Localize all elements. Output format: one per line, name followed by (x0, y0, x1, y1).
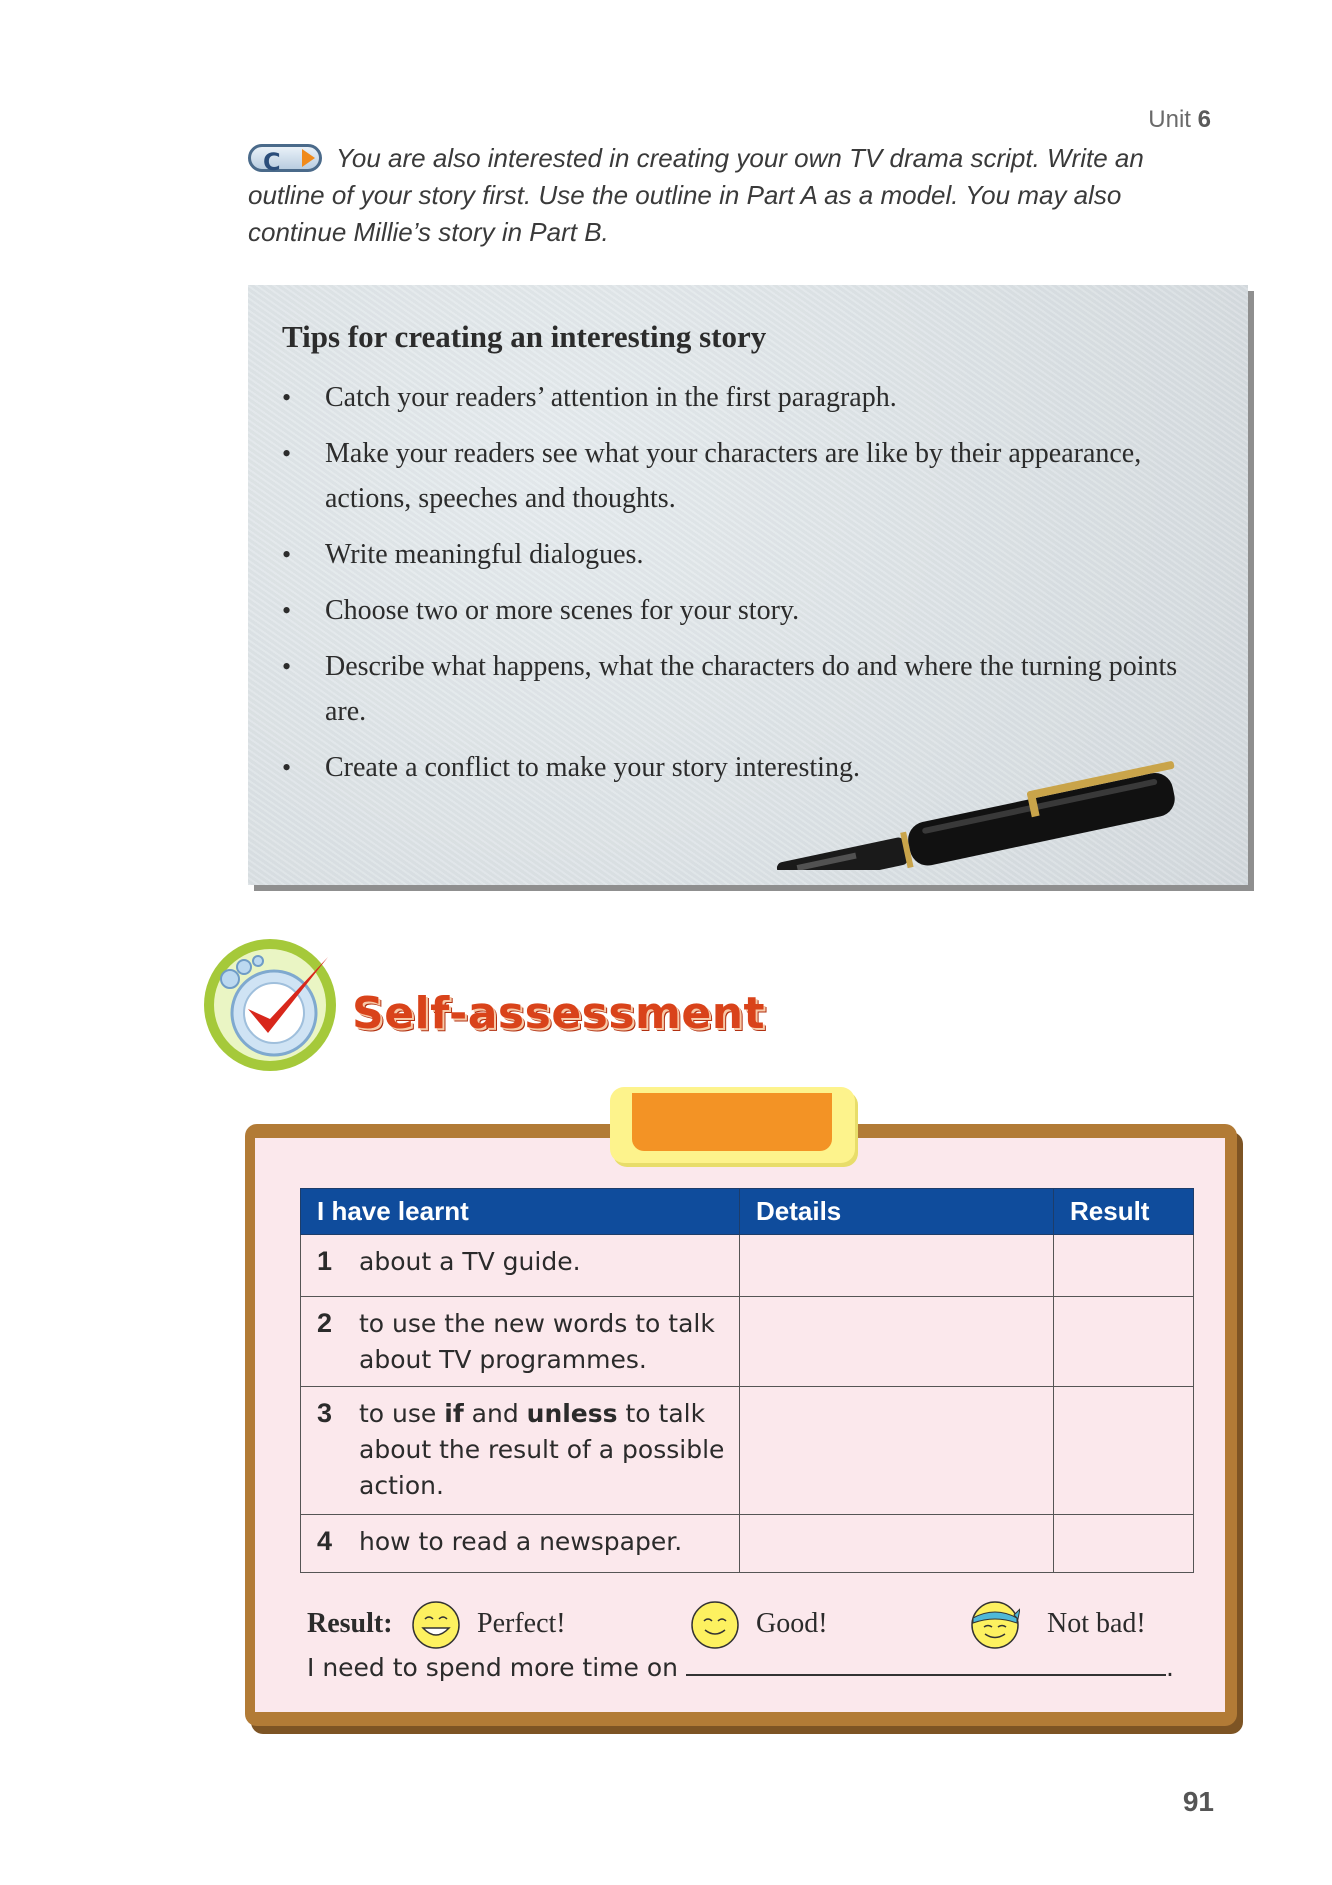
unit-label-text: Unit (1148, 106, 1191, 133)
bullet-icon: • (282, 652, 292, 681)
tip-text: Catch your readers’ attention in the first paragraph. (325, 382, 897, 413)
result-cell[interactable] (1054, 1515, 1194, 1573)
unit-label (1148, 106, 1211, 134)
row-text (345, 1387, 739, 1512)
details-cell[interactable] (740, 1515, 1054, 1573)
table-row (301, 1515, 1194, 1573)
answer-blank[interactable] (686, 1652, 1166, 1676)
row-text-part: to talk about the result of a possible action. (359, 1399, 725, 1500)
tip-item (282, 431, 1212, 521)
unit-number: 6 (1197, 106, 1211, 133)
row-text-part: and (463, 1399, 527, 1428)
play-arrow-icon (302, 149, 315, 167)
table-row (301, 1235, 1194, 1297)
result-perfect: Perfect! (477, 1608, 566, 1639)
tips-list (282, 375, 1212, 790)
tip-item (282, 588, 1212, 633)
result-label: Result: (307, 1608, 393, 1639)
line-end-period: . (1166, 1653, 1174, 1682)
result-good: Good! (756, 1608, 828, 1639)
part-c-badge-icon (248, 144, 322, 176)
intro-paragraph (248, 140, 1198, 251)
bandana-face-icon (970, 1600, 1020, 1650)
tip-text: Write meaningful dialogues. (325, 539, 644, 570)
column-header-result: Result (1054, 1189, 1194, 1235)
self-assessment-title: Self-assessment (352, 988, 766, 1039)
tip-item (282, 532, 1212, 577)
tips-title: Tips for creating an interesting story (282, 319, 767, 354)
details-cell[interactable] (740, 1297, 1054, 1387)
details-cell[interactable] (740, 1235, 1054, 1297)
intro-text: You are also interested in creating your own TV drama script. Write an outline of your story first. Use the outline in Part A as a model. You may also continue Millie’s story in Part B. (248, 143, 1144, 247)
result-cell[interactable] (1054, 1297, 1194, 1387)
tip-text: Choose two or more scenes for your story. (325, 595, 800, 626)
self-assessment-table (300, 1188, 1194, 1573)
tip-text: Create a conflict to make your story interesting. (325, 752, 860, 783)
column-header-learnt: I have learnt (301, 1189, 740, 1235)
big-smile-face-icon (411, 1600, 461, 1650)
column-header-details: Details (740, 1189, 1054, 1235)
bullet-icon: • (282, 439, 292, 468)
table-row (301, 1387, 1194, 1515)
tip-item (282, 644, 1212, 734)
row-number: 4 (317, 1526, 333, 1556)
bullet-icon: • (282, 596, 292, 625)
bullet-icon: • (282, 753, 292, 782)
learnt-cell (301, 1297, 740, 1387)
board-clip-inner (632, 1093, 832, 1151)
need-more-time-text: I need to spend more time on (307, 1653, 678, 1682)
keyword-unless: unless (526, 1399, 618, 1428)
bullet-icon: • (282, 540, 292, 569)
learnt-cell (301, 1387, 740, 1515)
bullet-icon: • (282, 383, 292, 412)
fountain-pen-icon (730, 760, 1210, 870)
row-text: to use the new words to talk about TV programmes. (359, 1309, 715, 1374)
learnt-cell (301, 1235, 740, 1297)
keyword-if: if (444, 1399, 464, 1428)
result-cell[interactable] (1054, 1387, 1194, 1515)
tip-item (282, 375, 1212, 420)
row-text-part: to use (359, 1399, 445, 1428)
learnt-cell (301, 1515, 740, 1573)
table-header-row (301, 1189, 1194, 1235)
row-number: 2 (317, 1308, 333, 1338)
table-row (301, 1297, 1194, 1387)
row-number: 1 (317, 1246, 333, 1276)
row-number: 3 (317, 1398, 333, 1428)
need-more-time-line (307, 1652, 1174, 1682)
page-number: 91 (1182, 1786, 1214, 1817)
tip-text: Make your readers see what your characters are like by their appearance, actions, speeches and thoughts. (325, 438, 1142, 514)
self-assessment-checkmark-icon (200, 935, 340, 1075)
row-text: about a TV guide. (359, 1247, 581, 1276)
row-text: how to read a newspaper. (359, 1527, 683, 1556)
details-cell[interactable] (740, 1387, 1054, 1515)
part-c-letter: C (263, 148, 281, 176)
board-clip (610, 1087, 855, 1163)
tip-text: Describe what happens, what the characters do and where the turning points are. (325, 651, 1178, 727)
result-cell[interactable] (1054, 1235, 1194, 1297)
smile-face-icon (690, 1600, 740, 1650)
result-not-bad: Not bad! (1047, 1608, 1146, 1639)
